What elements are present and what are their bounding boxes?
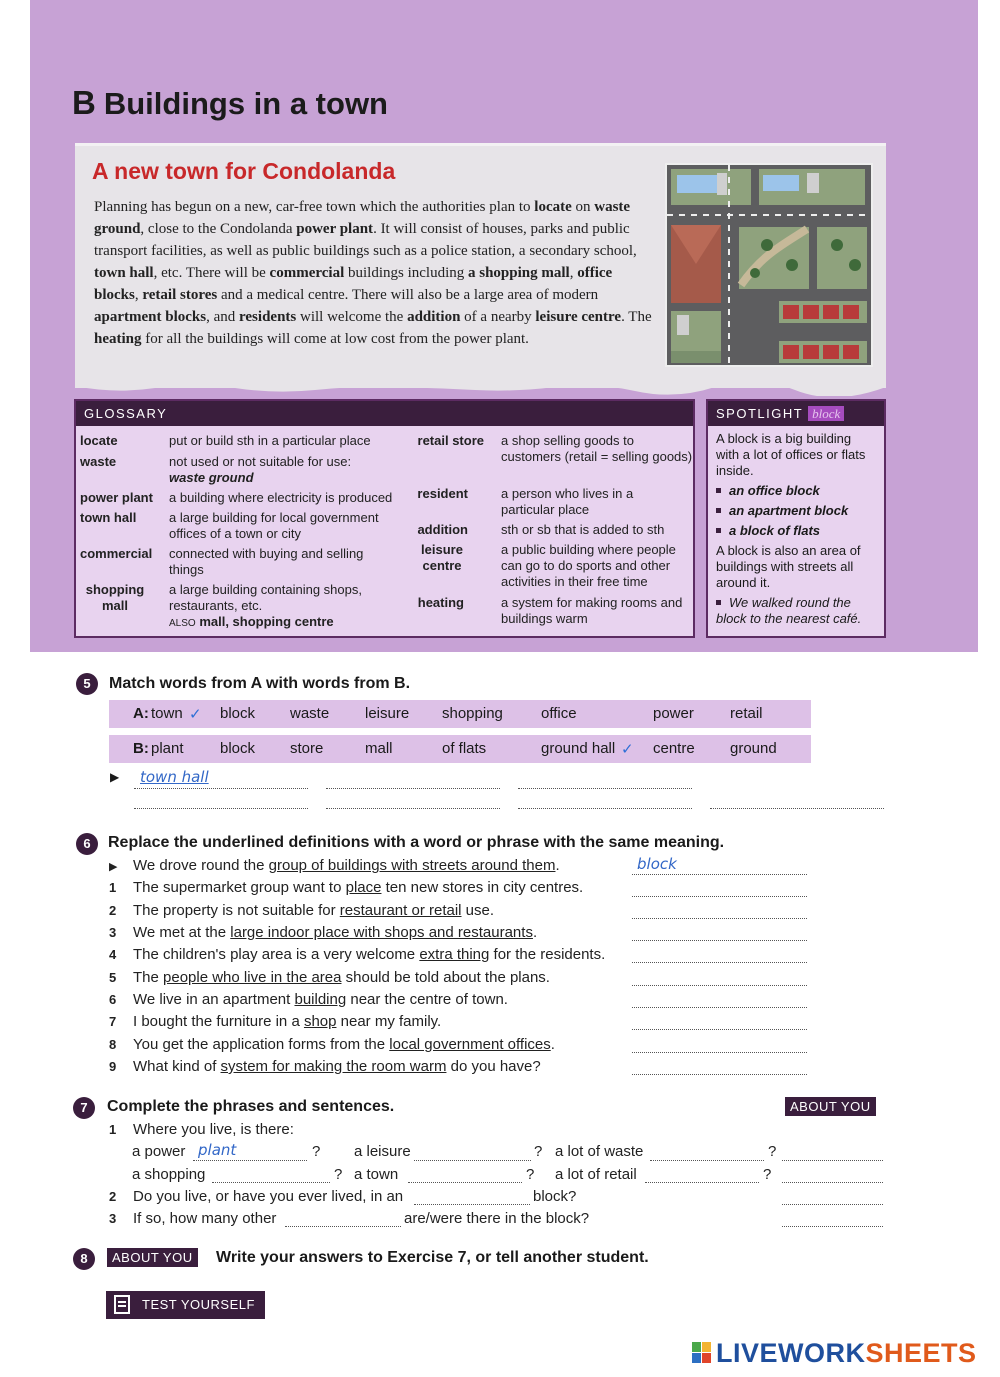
answer-line[interactable] <box>650 1160 764 1161</box>
test-yourself-label: TEST YOURSELF <box>142 1297 255 1312</box>
glossary-def: a person who lives in a particular place <box>501 486 634 517</box>
match-word: centre <box>653 740 695 757</box>
liveworksheets-logo[interactable]: LIVEWORKSHEETS <box>716 1338 977 1368</box>
phrase-retail: a lot of retail <box>555 1166 637 1183</box>
match-word: store <box>290 740 324 757</box>
glossary-def: put or build sth in a particular place <box>169 433 371 448</box>
spotlight-para: A block is a big building with a lot of offices or flats inside. <box>716 431 866 478</box>
article-body: Planning has begun on a new, car-free town which the authorities plan to locate on waste ground, close to the Condolanda power plant. It will consist of houses, parks and public transport facilities, as well as public buildings such as a police station, a secondary school, town hall, etc. There will be commercial buildings including a shopping mall, office blocks, retail stores and a medical centre. There will also be a large area of modern apartment blocks, and residents will welcome the addition of a nearby leisure centre. The heating for all the buildings will come at low cost from the power plant. <box>94 199 652 347</box>
notebook-icon <box>114 1295 130 1314</box>
match-row-a: A: town ✓ block waste leisure shopping office power retail <box>109 700 811 728</box>
answer-line[interactable] <box>632 918 807 919</box>
match-word: shopping <box>442 705 503 722</box>
answer-line[interactable] <box>632 985 807 986</box>
exercise-line: 5 The people who live in the area should be told about the plans. <box>109 969 550 986</box>
glossary-term: retail store <box>417 433 484 448</box>
match-word: power <box>653 705 694 722</box>
spotlight-body <box>708 426 884 636</box>
spotlight-para: A block is also an area of buildings with streets all around it. <box>716 543 861 590</box>
exercise-line: 2 Do you live, or have you ever lived, in an <box>109 1188 404 1205</box>
exercise-heading: Replace the underlined definitions with a word or phrase with the same meaning. <box>108 834 725 851</box>
answer-line[interactable] <box>518 788 692 789</box>
spotlight-bullet: a block of flats <box>716 523 876 539</box>
glossary-term: locate <box>80 433 118 448</box>
answer-line[interactable] <box>645 1182 759 1183</box>
glossary-box <box>74 399 695 638</box>
glossary-def: a large building for local government offices of a town or city <box>169 510 379 541</box>
question-mark: ? <box>534 1143 543 1160</box>
answer-line[interactable] <box>632 1007 807 1008</box>
exercise-number: 5 <box>76 673 98 695</box>
exercise-line: 8 You get the application forms from the local government offices. <box>109 1036 555 1053</box>
glossary-term: power plant <box>80 490 153 505</box>
match-word: office <box>541 705 577 722</box>
glossary-term: town hall <box>80 510 137 525</box>
phrase-a-power: a power <box>132 1143 186 1160</box>
answer-line[interactable] <box>285 1226 401 1227</box>
question-mark: ? <box>768 1143 777 1160</box>
section-letter: B <box>72 84 96 121</box>
exercise-line: ▶ We drove round the group of buildings with streets around them. <box>109 857 560 874</box>
play-arrow-icon: ▶ <box>110 770 120 784</box>
glossary-def: a system for making rooms and buildings warm <box>501 595 683 626</box>
item2-post: block? <box>533 1188 577 1205</box>
torn-edge <box>75 382 886 396</box>
exercise-number: 6 <box>76 833 98 855</box>
phrase-waste: a lot of waste <box>555 1143 644 1160</box>
item3-post: are/were there in the block? <box>404 1210 590 1227</box>
glossary-def: not used or not suitable for use: waste ground <box>169 454 352 485</box>
match-word: block <box>220 705 256 722</box>
exercise-line: 2 The property is not suitable for restaurant or retail use. <box>109 902 495 919</box>
answer-line[interactable] <box>632 1074 807 1075</box>
match-word: plant <box>151 740 184 757</box>
exercise-line: 1 Where you live, is there: <box>109 1121 294 1138</box>
match-word: retail <box>730 705 763 722</box>
glossary-term: waste <box>80 454 117 469</box>
answer-line[interactable] <box>632 940 807 941</box>
exercise-heading: Match words from A with words from B. <box>109 675 411 692</box>
glossary-def: connected with buying and selling things <box>169 546 364 577</box>
match-word: ground hall <box>541 740 616 757</box>
glossary-def: sth or sb that is added to sth <box>501 522 665 537</box>
glossary-term: commercial <box>80 546 153 561</box>
answer-line[interactable] <box>518 808 692 809</box>
answer-line[interactable] <box>632 874 807 875</box>
answer-line[interactable] <box>134 808 308 809</box>
section-title <box>72 84 388 122</box>
spotlight-box <box>706 399 886 638</box>
answer-line[interactable] <box>408 1182 522 1183</box>
spotlight-bullet: an office block <box>716 483 876 499</box>
answer-line[interactable] <box>134 788 308 789</box>
answer-line[interactable] <box>710 808 884 809</box>
glossary-term: leisure centre <box>421 542 463 573</box>
example-answer: town hall <box>140 768 209 786</box>
question-mark: ? <box>312 1143 321 1160</box>
exercise-number: 7 <box>73 1097 95 1119</box>
question-mark: ? <box>763 1166 772 1183</box>
match-word: block <box>220 740 256 757</box>
glossary-heading: GLOSSARY <box>76 401 693 426</box>
glossary-def: a shop selling goods to customers (retail = selling goods) <box>501 433 693 464</box>
answer-line[interactable] <box>326 788 500 789</box>
article-panel <box>75 143 886 388</box>
answer-line[interactable] <box>632 896 807 897</box>
phrase-a-leisure: a leisure <box>354 1143 411 1160</box>
exercise-line: 3 If so, how many other <box>109 1210 277 1227</box>
exercise-line: 3 We met at the large indoor place with shops and restaurants. <box>109 924 538 941</box>
match-word: of flats <box>442 740 487 757</box>
answer-line[interactable] <box>632 1029 807 1030</box>
answer-line[interactable] <box>414 1204 530 1205</box>
answer-line[interactable] <box>632 962 807 963</box>
spotlight-heading: SPOTLIGHT block <box>708 401 884 426</box>
about-you-tag: ABOUT YOU <box>785 1097 876 1116</box>
match-row-b: B: plant block store mall of flats ground hall ✓ centre ground <box>109 735 811 763</box>
article-title: A new town for Condolanda <box>92 158 396 184</box>
glossary-def: a public building where people can go to do sports and other activities in their free time <box>501 542 676 589</box>
example-answer: plant <box>198 1141 237 1159</box>
spotlight-word: block <box>808 406 844 421</box>
answer-line[interactable] <box>632 1052 807 1053</box>
match-word: leisure <box>365 705 410 722</box>
exercise-number: 8 <box>73 1248 95 1270</box>
glossary-term: shopping mall <box>85 582 145 613</box>
example-answer: block <box>637 855 677 873</box>
match-word: town <box>151 705 183 722</box>
glossary-def: a large building containing shops, restaurants, etc. ALSO mall, shopping centre <box>169 582 362 629</box>
section-title-text: Buildings in a town <box>103 86 388 121</box>
test-yourself-button[interactable] <box>106 1291 265 1319</box>
glossary-term: addition <box>417 522 468 537</box>
question-mark: ? <box>334 1166 343 1183</box>
about-you-tag: ABOUT YOU <box>107 1248 198 1267</box>
phrase-a-town: a town <box>354 1166 399 1183</box>
answer-line[interactable] <box>193 1160 307 1161</box>
check-icon: ✓ <box>189 706 202 723</box>
glossary-term: resident <box>417 486 468 501</box>
match-word: mall <box>365 740 393 757</box>
spotlight-bullet: an apartment block <box>716 503 876 519</box>
town-map-illustration <box>665 163 873 367</box>
glossary-def: a building where electricity is produced <box>169 490 393 505</box>
exercise-heading: Write your answers to Exercise 7, or tell another student. <box>216 1249 649 1266</box>
answer-line[interactable] <box>782 1226 883 1227</box>
match-word: ground <box>730 740 777 757</box>
liveworksheets-logo-icon <box>692 1342 712 1364</box>
answer-line[interactable] <box>414 1160 531 1161</box>
exercise-heading: Complete the phrases and sentences. <box>107 1098 395 1115</box>
exercise-line: 4 The children's play area is a very welcome extra thing for the residents. <box>109 946 606 963</box>
glossary-term: heating <box>417 595 464 610</box>
exercise-line: 9 What kind of system for making the room warm do you have? <box>109 1058 541 1075</box>
answer-line[interactable] <box>782 1182 883 1183</box>
exercise-line: 1 The supermarket group want to place ten new stores in city centres. <box>109 879 584 896</box>
phrase-a-shopping: a shopping <box>132 1166 206 1183</box>
check-icon: ✓ <box>621 741 634 758</box>
exercise-line: 7 I bought the furniture in a shop near my family. <box>109 1013 442 1030</box>
match-word: waste <box>290 705 330 722</box>
exercise-line: 6 We live in an apartment building near the centre of town. <box>109 991 508 1008</box>
question-mark: ? <box>526 1166 535 1183</box>
answer-line[interactable] <box>782 1160 883 1161</box>
answer-line[interactable] <box>326 808 500 809</box>
answer-line[interactable] <box>782 1204 883 1205</box>
answer-line[interactable] <box>212 1182 330 1183</box>
spotlight-bullet: We walked round the block to the nearest café. <box>716 595 862 626</box>
